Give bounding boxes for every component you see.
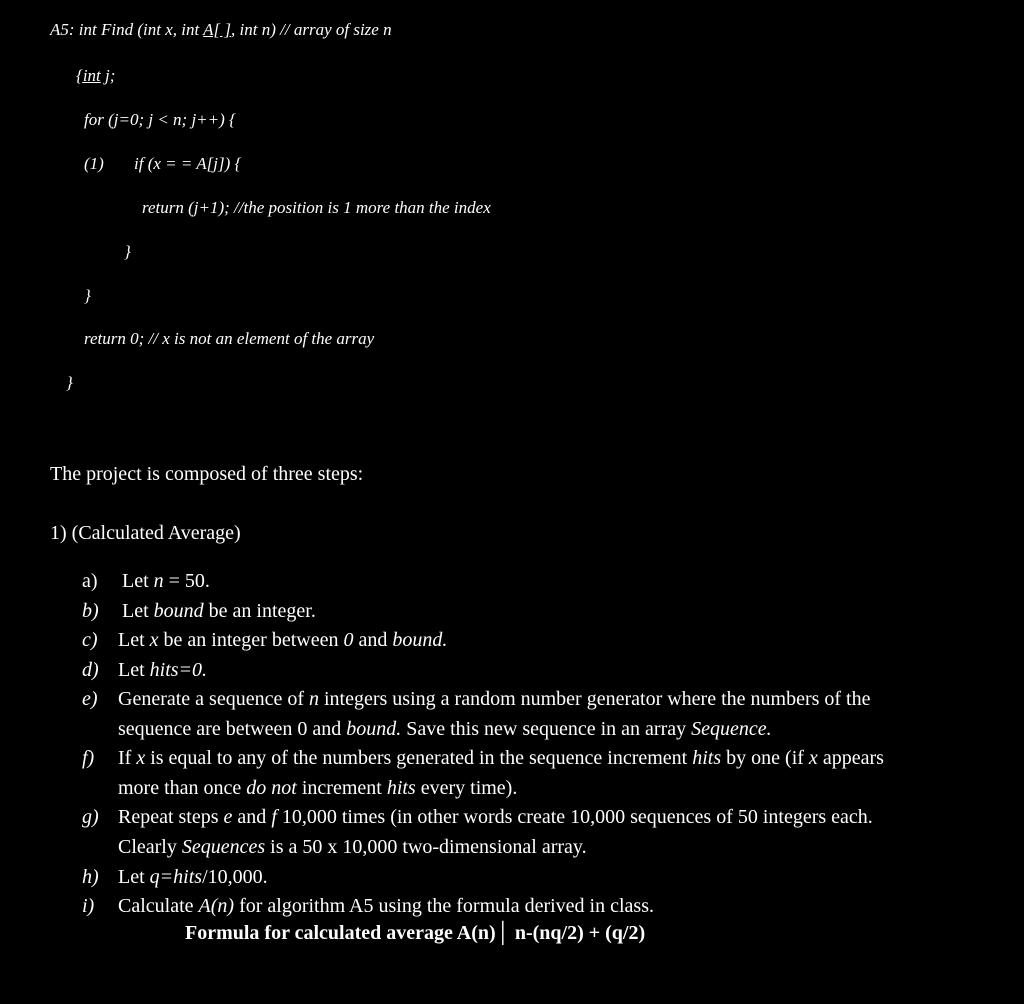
- list-marker: c): [82, 629, 98, 651]
- code-if-line: if (x = = A[j]) {: [134, 154, 242, 173]
- list-marker: g): [82, 806, 99, 828]
- code-close-func: }: [66, 373, 73, 392]
- list-marker: d): [82, 659, 99, 681]
- code-return-position: return (j+1); //the position is 1 more than the index: [142, 198, 491, 217]
- array-param: A[ ]: [203, 20, 232, 39]
- code-close-inner: }: [124, 242, 131, 261]
- list-marker: f): [82, 747, 95, 769]
- decl-keyword: int: [82, 66, 101, 85]
- code-open-brace: {int j;: [76, 66, 116, 85]
- formula-text: Formula for calculated average A(n)│ n-(nq/2) + (q/2): [185, 922, 646, 944]
- list-marker: i): [82, 895, 95, 917]
- code-return-zero: return 0; // x is not an element of the array: [84, 329, 375, 348]
- code-signature: A5: int Find (int x, int A[ ], int n) // array of size n: [50, 20, 392, 39]
- code-for-line: for (j=0; j < n; j++) {: [84, 110, 236, 129]
- code-close-for: }: [84, 286, 91, 305]
- list-marker: h): [82, 866, 99, 888]
- intro-text: The project is composed of three steps:: [50, 463, 364, 485]
- list-marker: b): [82, 600, 99, 622]
- code-step-label: (1): [84, 154, 104, 173]
- list-marker: e): [82, 688, 98, 710]
- step1-heading: 1) (Calculated Average): [50, 522, 241, 544]
- list-marker: a): [82, 570, 98, 592]
